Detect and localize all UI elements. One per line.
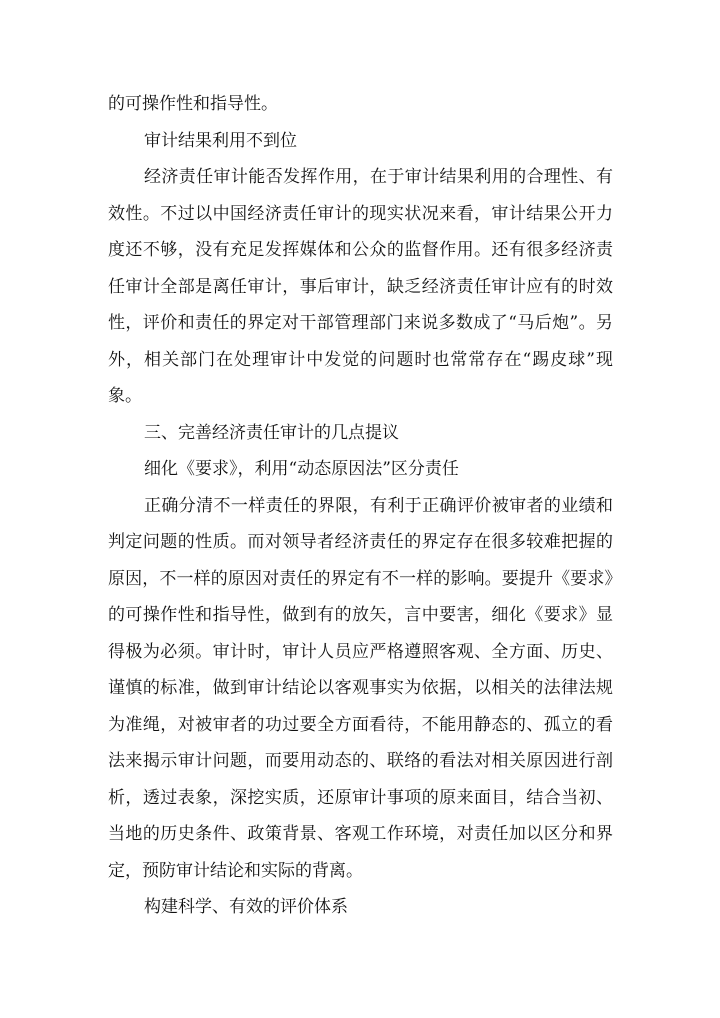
- document-page: [108, 86, 613, 926]
- section-heading: 构建科学、有效的评价体系: [144, 897, 348, 917]
- body-paragraph: 经济责任审计能否发挥作用，在于审计结果利用的合理性、有效性。不过以中国经济责任审计的现实状况来看，审计结果公开力度还不够，没有充足发挥媒体和公众的监督作用。还有很多经济责任审计全部是离任审计，事后审计，缺乏经济责任审计应有的时效性，评价和责任的界定对干部管理部门来说多数成了“马后炮”。另外，相关部门在处理审计中发觉的问题时也常常存在“踢皮球”现象。: [108, 167, 613, 406]
- section-heading: 审计结果利用不到位: [144, 130, 297, 151]
- section-heading: 细化《要求》，利用“动态原因法”区分责任: [144, 459, 459, 479]
- body-paragraph: 正确分清不一样责任的界限，有利于正确评价被审者的业绩和判定问题的性质。而对领导者经济责任的界定存在很多较难把握的原因，不一样的原因对责任的界定有不一样的影响。要提升《要求》的可操作性和指导性，做到有的放矢，言中要害，细化《要求》显得极为必须。审计时，审计人员应严格遵照客观、全方面、历史、谨慎的标准，做到审计结论以客观事实为依据，以相关的法律法规为准绳，对被审者的功过要全方面看待，不能用静态的、孤立的看法来揭示审计问题，而要用动态的、联络的看法对相关原因进行剖析，透过表象，深挖实质，还原审计事项的原来面目，结合当初、当地的历史条件、政策背景、客观工作环境，对责任加以区分和界定，预防审计结论和实际的背离。: [108, 495, 613, 881]
- continuation-paragraph: 的可操作性和指导性。: [108, 94, 278, 114]
- chapter-heading: 三、完善经济责任审计的几点提议: [144, 422, 399, 443]
